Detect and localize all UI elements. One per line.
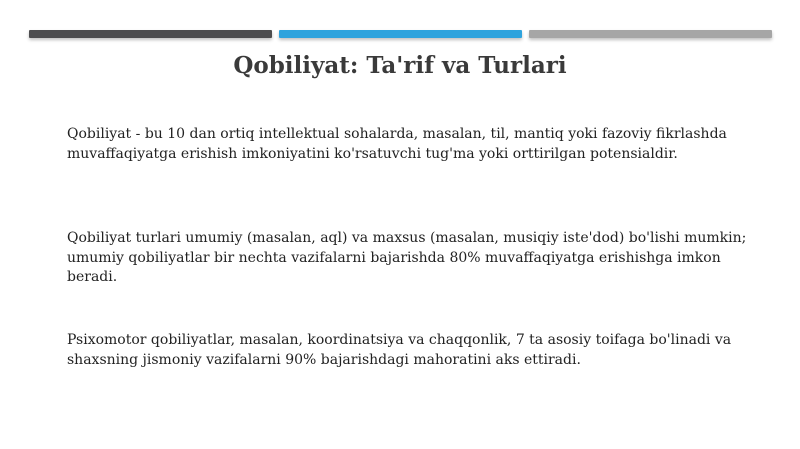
paragraph-types: Qobiliyat turlari umumiy (masalan, aql) va maxsus (masalan, musiqiy iste'dod) bo'lishi mumkin; umumiy qobiliyatlar bir nechta vazifalarni bajarishda 80% muvaffaqiyatga erishishga imkon beradi. <box>67 230 747 285</box>
slide-title: Qobiliyat: Ta'rif va Turlari <box>233 52 567 79</box>
accent-bar-left <box>29 30 272 38</box>
accent-bar-right <box>529 30 772 38</box>
paragraph-psychomotor: Psixomotor qobiliyatlar, masalan, koordinatsiya va chaqqonlik, 7 ta asosiy toifaga bo'linadi va shaxsning jismoniy vazifalarni 90% bajarishdagi mahoratini aks ettiradi. <box>67 332 732 368</box>
accent-bar-middle <box>279 30 522 38</box>
paragraph-definition: Qobiliyat - bu 10 dan ortiq intellektual sohalarda, masalan, til, mantiq yoki fazoviy fikrlashda muvaffaqiyatga erishish imkoniyatini ko'rsatuvchi tug'ma yoki orttirilgan potensialdir. <box>67 126 727 162</box>
